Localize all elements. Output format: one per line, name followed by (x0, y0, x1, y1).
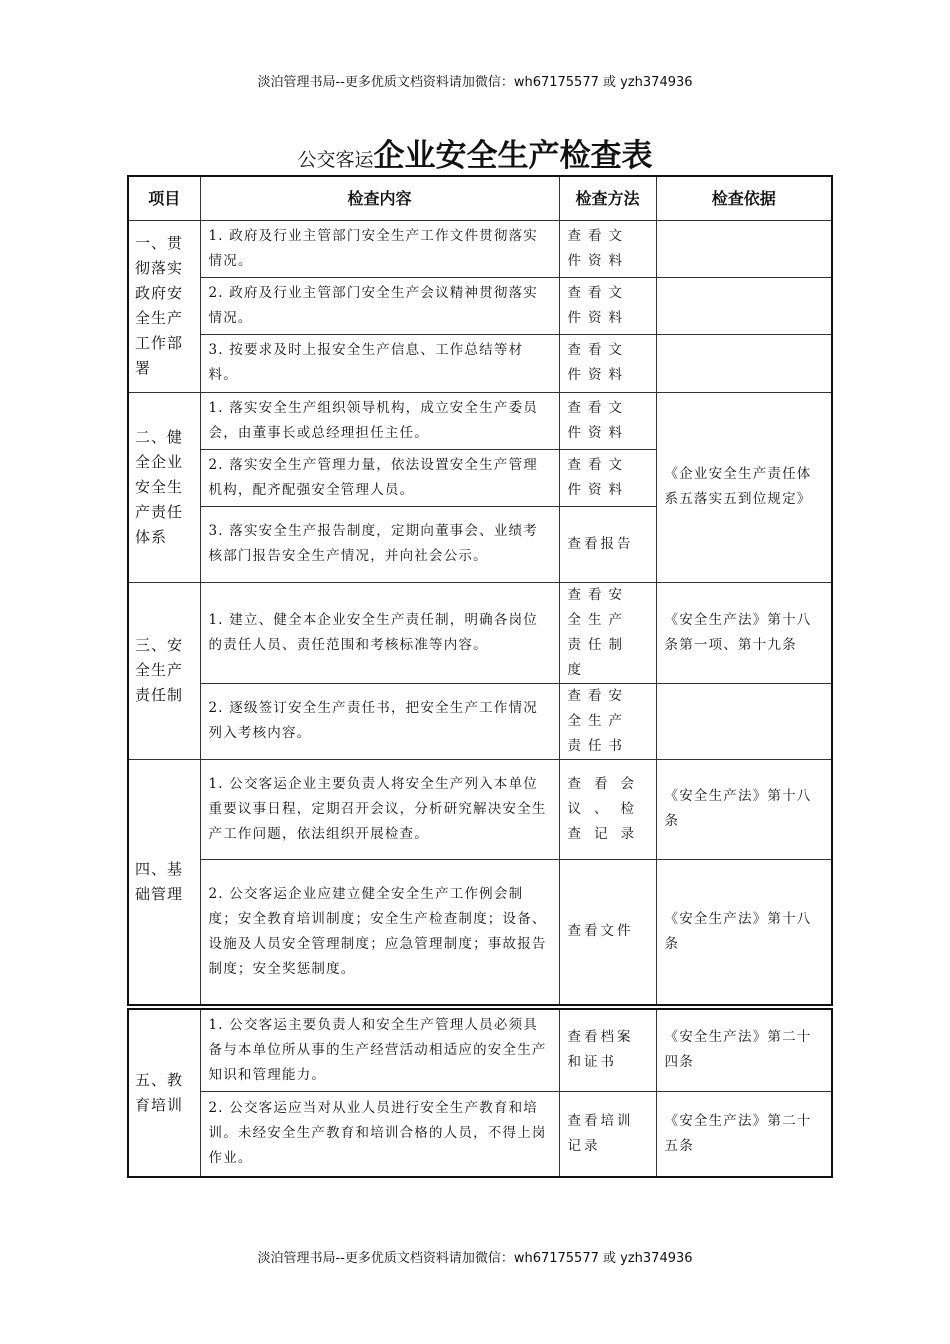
basis-cell (656, 220, 832, 277)
method-cell: 查看档案和证书 (559, 1009, 656, 1091)
table-row (128, 1091, 832, 1177)
title-prefix: 公交客运 (297, 149, 374, 171)
header-content: 检查内容 (200, 176, 559, 220)
basis-cell: 《企业安全生产责任体系五落实五到位规定》 (656, 392, 832, 582)
inspection-table-continued (127, 1008, 833, 1178)
basis-cell: 《安全生产法》第二十四条 (656, 1009, 832, 1091)
method-cell: 查看文件资料 (559, 449, 656, 506)
table-row (128, 683, 832, 759)
content-cell: 2. 逐级签订安全生产责任书，把安全生产工作情况列入考核内容。 (200, 683, 559, 759)
basis-cell: 《安全生产法》第十八条 (656, 759, 832, 859)
content-cell: 1. 落实安全生产组织领导机构，成立安全生产委员会，由董事长或总经理担任主任。 (200, 392, 559, 449)
content-cell: 1. 公交客运企业主要负责人将安全生产列入本单位重要议事日程，定期召开会议，分析研究解决安全生产工作问题，依法组织开展检查。 (200, 759, 559, 859)
method-cell: 查看安全生产责任书 (559, 683, 656, 759)
method-cell: 查看文件 (559, 859, 656, 1005)
method-cell: 查看文件资料 (559, 334, 656, 392)
method-cell: 查看安全生产责任制度 (559, 582, 656, 683)
document-title (0, 130, 950, 175)
inspection-table (127, 175, 833, 1006)
method-cell: 查看培训记录 (559, 1091, 656, 1177)
header-method: 检查方法 (559, 176, 656, 220)
content-cell: 2. 公交客运企业应建立健全安全生产工作例会制度；安全教育培训制度；安全生产检查制度；设备、设施及人员安全管理制度；应急管理制度；事故报告制度；安全奖惩制度。 (200, 859, 559, 1005)
basis-cell: 《安全生产法》第十八条第一项、第十九条 (656, 582, 832, 683)
table-row (128, 392, 832, 449)
basis-cell: 《安全生产法》第十八条 (656, 859, 832, 1005)
category-cell: 四、基础管理 (128, 759, 200, 1005)
content-cell: 3. 落实安全生产报告制度，定期向董事会、业绩考核部门报告安全生产情况，并向社会公示。 (200, 506, 559, 582)
page-footer: 淡泊管理书局--更多优质文档资料请加微信：wh67175577 或 yzh374936 (257, 1251, 693, 1266)
category-cell: 一、贯彻落实政府安全生产工作部署 (128, 220, 200, 392)
category-cell: 五、教育培训 (128, 1009, 200, 1177)
basis-cell (656, 334, 832, 392)
category-cell: 二、健全企业安全生产责任体系 (128, 392, 200, 582)
content-cell: 1. 建立、健全本企业安全生产责任制，明确各岗位的责任人员、责任范围和考核标准等内容。 (200, 582, 559, 683)
table-header-row (128, 176, 832, 220)
table-row (128, 759, 832, 859)
method-cell: 查看报告 (559, 506, 656, 582)
method-cell: 查看文件资料 (559, 392, 656, 449)
header-item: 项目 (128, 176, 200, 220)
table-row (128, 277, 832, 334)
basis-cell: 《安全生产法》第二十五条 (656, 1091, 832, 1177)
table-row (128, 220, 832, 277)
method-cell: 查看文件资料 (559, 277, 656, 334)
title-main: 企业安全生产检查表 (373, 138, 653, 174)
table-row (128, 859, 832, 1005)
method-cell: 查看会议、检查记录 (559, 759, 656, 859)
content-cell: 1. 政府及行业主管部门安全生产工作文件贯彻落实情况。 (200, 220, 559, 277)
basis-cell (656, 683, 832, 759)
content-cell: 3. 按要求及时上报安全生产信息、工作总结等材料。 (200, 334, 559, 392)
basis-cell (656, 277, 832, 334)
page-header: 淡泊管理书局--更多优质文档资料请加微信：wh67175577 或 yzh374936 (257, 75, 693, 90)
content-cell: 2. 落实安全生产管理力量，依法设置安全生产管理机构，配齐配强安全管理人员。 (200, 449, 559, 506)
table-row (128, 582, 832, 683)
content-cell: 1. 公交客运主要负责人和安全生产管理人员必须具备与本单位所从事的生产经营活动相适应的安全生产知识和管理能力。 (200, 1009, 559, 1091)
header-basis: 检查依据 (656, 176, 832, 220)
table-row (128, 1009, 832, 1091)
content-cell: 2. 政府及行业主管部门安全生产会议精神贯彻落实情况。 (200, 277, 559, 334)
method-cell: 查看文件资料 (559, 220, 656, 277)
category-cell: 三、安全生产责任制 (128, 582, 200, 759)
table-row (128, 334, 832, 392)
content-cell: 2. 公交客运应当对从业人员进行安全生产教育和培训。未经安全生产教育和培训合格的人员，不得上岗作业。 (200, 1091, 559, 1177)
